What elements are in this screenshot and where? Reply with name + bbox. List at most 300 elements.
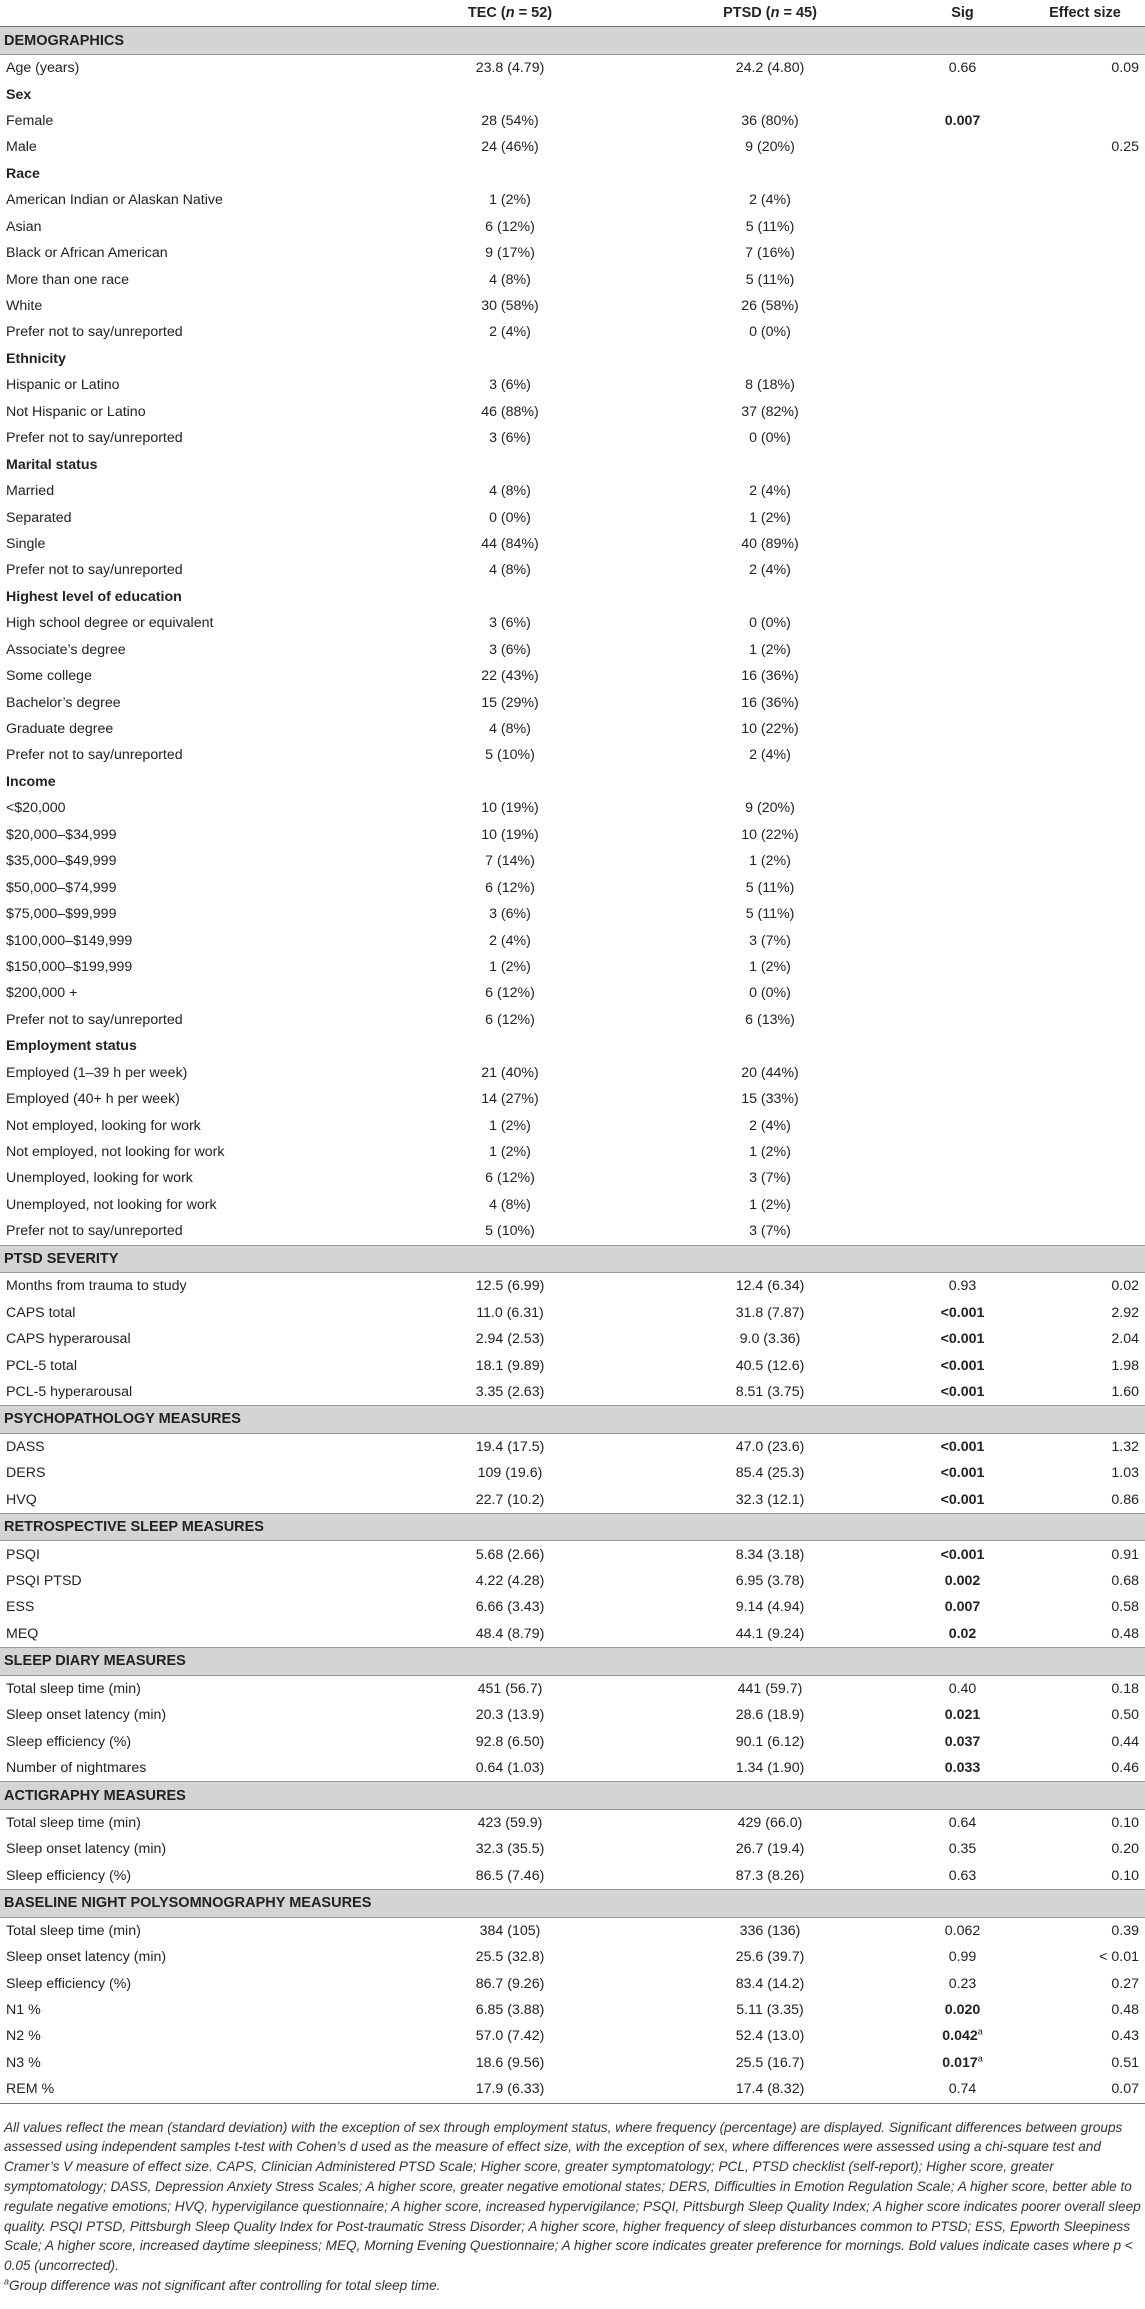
sig-text: 0.93 bbox=[948, 1278, 977, 1295]
row-label: Prefer not to say/unreported bbox=[6, 562, 183, 579]
effect-size-value: 1.32 bbox=[1111, 1438, 1139, 1455]
table-row bbox=[0, 795, 1145, 821]
sig-value bbox=[900, 663, 1025, 689]
row-label: CAPS total bbox=[6, 1304, 76, 1321]
effect-size-value bbox=[1025, 795, 1145, 821]
table-row bbox=[0, 1863, 1145, 1890]
sig-value bbox=[900, 2023, 1025, 2049]
row-label: Employed (40+ h per week) bbox=[6, 1091, 180, 1108]
sig-value bbox=[900, 531, 1025, 557]
sig-value bbox=[900, 1007, 1025, 1033]
table-row bbox=[0, 372, 1145, 398]
row-label: Sleep efficiency (%) bbox=[6, 1975, 132, 1992]
sig-value bbox=[900, 1621, 1025, 1648]
table-row bbox=[0, 1139, 1145, 1165]
sig-text: 0.74 bbox=[948, 2081, 977, 2098]
sig-value bbox=[900, 689, 1025, 715]
tec-value: 7 (14%) bbox=[485, 853, 535, 870]
ptsd-value: 0 (0%) bbox=[749, 324, 791, 341]
sig-value bbox=[900, 1594, 1025, 1620]
tec-value: 1 (2%) bbox=[489, 1117, 531, 1134]
ptsd-value: 3 (7%) bbox=[749, 1170, 791, 1187]
table-row bbox=[0, 848, 1145, 874]
table-row bbox=[0, 1007, 1145, 1033]
table-row bbox=[0, 1326, 1145, 1352]
tec-value: 1 (2%) bbox=[489, 958, 531, 975]
row-label: $20,000–$34,999 bbox=[6, 826, 117, 843]
sig-text: 0.037 bbox=[944, 1733, 981, 1750]
sig-text: 0.66 bbox=[948, 60, 977, 77]
sig-value bbox=[900, 1944, 1025, 1970]
effect-size-value bbox=[1025, 663, 1145, 689]
sig-value bbox=[900, 1299, 1025, 1325]
sig-value bbox=[900, 1086, 1025, 1112]
sig-value bbox=[900, 637, 1025, 663]
effect-size-value bbox=[1025, 478, 1145, 504]
row-label: Prefer not to say/unreported bbox=[6, 430, 183, 447]
ptsd-value: 0 (0%) bbox=[749, 985, 791, 1002]
sig-text: 0.062 bbox=[944, 1922, 981, 1939]
tec-value: 5.68 (2.66) bbox=[475, 1546, 545, 1563]
row-label: DASS bbox=[6, 1438, 45, 1455]
sig-value bbox=[900, 1755, 1025, 1782]
sig-value bbox=[900, 1568, 1025, 1594]
ptsd-value: 47.0 (23.6) bbox=[735, 1438, 805, 1455]
row-label: Married bbox=[6, 483, 55, 500]
table-row bbox=[0, 266, 1145, 292]
tec-value: 17.9 (6.33) bbox=[380, 2076, 640, 2103]
section-title: PSYCHOPATHOLOGY MEASURES bbox=[0, 1406, 1145, 1433]
ptsd-value: 87.3 (8.26) bbox=[735, 1867, 805, 1884]
sig-text: 0.020 bbox=[944, 2002, 981, 2019]
tec-value: 86.7 (9.26) bbox=[475, 1975, 545, 1992]
subgroup-header-row bbox=[0, 1033, 1145, 1059]
effect-size-value bbox=[1025, 108, 1145, 134]
effect-size-value bbox=[1025, 716, 1145, 742]
effect-size-value: 0.43 bbox=[1111, 2028, 1139, 2045]
ptsd-value: 8 (18%) bbox=[745, 377, 795, 394]
tec-value: 14 (27%) bbox=[481, 1091, 539, 1108]
section-header-row bbox=[0, 1782, 1145, 1809]
tec-value: 3.35 (2.63) bbox=[475, 1383, 545, 1400]
table-row bbox=[0, 1675, 1145, 1702]
row-label: Not Hispanic or Latino bbox=[6, 403, 146, 420]
tec-value: 22 (43%) bbox=[481, 668, 539, 685]
effect-size-value: 0.48 bbox=[1111, 2002, 1139, 2019]
ptsd-value: 3 (7%) bbox=[749, 932, 791, 949]
tec-value: 30 (58%) bbox=[481, 298, 539, 315]
effect-size-value bbox=[1025, 954, 1145, 980]
sig-text: <0.001 bbox=[940, 1357, 985, 1374]
table-row bbox=[0, 637, 1145, 663]
tec-value: 48.4 (8.79) bbox=[475, 1625, 545, 1642]
table-row bbox=[0, 2050, 1145, 2076]
tec-value: 1 (2%) bbox=[489, 192, 531, 209]
table-row bbox=[0, 1379, 1145, 1406]
sig-value bbox=[900, 742, 1025, 768]
row-label: Sleep efficiency (%) bbox=[6, 1733, 132, 1750]
table-row bbox=[0, 187, 1145, 213]
ptsd-value: 1 (2%) bbox=[749, 1196, 791, 1213]
table-row bbox=[0, 557, 1145, 583]
tec-value: 28 (54%) bbox=[481, 112, 539, 129]
effect-size-value bbox=[1025, 214, 1145, 240]
effect-size-value: 0.10 bbox=[1111, 1814, 1139, 1831]
table-row bbox=[0, 1165, 1145, 1191]
effect-size-value bbox=[1025, 1007, 1145, 1033]
effect-size-value: 0.09 bbox=[1111, 60, 1139, 77]
effect-size-value: 2.04 bbox=[1111, 1331, 1139, 1348]
table-row bbox=[0, 689, 1145, 715]
sig-value bbox=[900, 266, 1025, 292]
tec-value: 0.64 (1.03) bbox=[475, 1760, 545, 1777]
sig-value bbox=[900, 822, 1025, 848]
sig-text: <0.001 bbox=[940, 1304, 985, 1321]
sig-text: 0.35 bbox=[948, 1841, 977, 1858]
subgroup-header-row bbox=[0, 81, 1145, 107]
sig-text: <0.001 bbox=[940, 1331, 985, 1348]
ptsd-value: 5 (11%) bbox=[745, 906, 795, 923]
row-label: PCL-5 hyperarousal bbox=[6, 1383, 133, 1400]
table-row bbox=[0, 1112, 1145, 1138]
tec-value: 2 (4%) bbox=[489, 324, 531, 341]
row-label: $35,000–$49,999 bbox=[6, 853, 117, 870]
tec-value: 4 (8%) bbox=[489, 721, 531, 738]
ptsd-value: 9.14 (4.94) bbox=[735, 1599, 805, 1616]
effect-size-value bbox=[1025, 319, 1145, 345]
table-row bbox=[0, 134, 1145, 160]
row-label: Employed (1–39 h per week) bbox=[6, 1064, 188, 1081]
sig-value bbox=[900, 240, 1025, 266]
ptsd-value: 9 (20%) bbox=[745, 139, 795, 156]
row-label: More than one race bbox=[6, 271, 130, 288]
section-title: PTSD SEVERITY bbox=[0, 1245, 1145, 1272]
effect-size-value bbox=[1025, 1218, 1145, 1245]
table-row bbox=[0, 822, 1145, 848]
subgroup-title: Income bbox=[6, 773, 56, 790]
row-label: White bbox=[6, 298, 43, 315]
table-row bbox=[0, 1621, 1145, 1648]
tec-value: 18.1 (9.89) bbox=[475, 1357, 545, 1374]
table-row bbox=[0, 954, 1145, 980]
table-row bbox=[0, 1433, 1145, 1460]
ptsd-value: 37 (82%) bbox=[741, 403, 799, 420]
effect-size-value bbox=[1025, 901, 1145, 927]
effect-size-value: 0.07 bbox=[1025, 2076, 1145, 2103]
tec-value: 6 (12%) bbox=[485, 985, 535, 1002]
row-label: $200,000 + bbox=[6, 985, 78, 1002]
table-row bbox=[0, 1594, 1145, 1620]
effect-size-value: 1.60 bbox=[1111, 1383, 1139, 1400]
row-label: HVQ bbox=[6, 1491, 37, 1508]
tec-value: 12.5 (6.99) bbox=[475, 1278, 545, 1295]
tec-value: 10 (19%) bbox=[481, 800, 539, 817]
header-effect-size: Effect size bbox=[1025, 0, 1145, 27]
row-label: Prefer not to say/unreported bbox=[6, 324, 183, 341]
tec-value: 3 (6%) bbox=[489, 906, 531, 923]
effect-size-value: 0.02 bbox=[1111, 1278, 1139, 1295]
sig-value bbox=[900, 478, 1025, 504]
effect-size-value bbox=[1025, 293, 1145, 319]
subgroup-header-row bbox=[0, 769, 1145, 795]
ptsd-value: 24.2 (4.80) bbox=[735, 60, 805, 77]
ptsd-value: 32.3 (12.1) bbox=[735, 1491, 805, 1508]
ptsd-value: 1 (2%) bbox=[749, 509, 791, 526]
sig-value bbox=[900, 1970, 1025, 1996]
tec-value: 4 (8%) bbox=[489, 562, 531, 579]
section-title: RETROSPECTIVE SLEEP MEASURES bbox=[0, 1513, 1145, 1540]
sig-text: 0.007 bbox=[944, 112, 981, 129]
tec-value: 423 (59.9) bbox=[477, 1814, 543, 1831]
tec-value: 2.94 (2.53) bbox=[475, 1331, 545, 1348]
table-row bbox=[0, 1218, 1145, 1245]
table-row bbox=[0, 399, 1145, 425]
effect-size-value bbox=[1025, 399, 1145, 425]
row-label: Black or African American bbox=[6, 245, 168, 262]
table-row bbox=[0, 293, 1145, 319]
ptsd-value: 8.34 (3.18) bbox=[735, 1546, 805, 1563]
row-label: Unemployed, not looking for work bbox=[6, 1196, 217, 1213]
tec-value: 6 (12%) bbox=[485, 1011, 535, 1028]
table-row bbox=[0, 1755, 1145, 1782]
sig-value bbox=[900, 1541, 1025, 1568]
header-tec: TEC (n = 52) bbox=[380, 0, 640, 27]
effect-size-value bbox=[1025, 1086, 1145, 1112]
ptsd-value: 25.5 (16.7) bbox=[735, 2054, 805, 2071]
ptsd-value: 31.8 (7.87) bbox=[735, 1304, 805, 1321]
row-label: Prefer not to say/unreported bbox=[6, 1011, 183, 1028]
sig-footnote-mark: a bbox=[977, 2053, 983, 2064]
header-ptsd: PTSD (n = 45) bbox=[640, 0, 900, 27]
row-label: $50,000–$74,999 bbox=[6, 879, 117, 896]
tec-value: 451 (56.7) bbox=[477, 1680, 543, 1697]
row-label: REM % bbox=[0, 2076, 380, 2103]
effect-size-value bbox=[1025, 1192, 1145, 1218]
row-label: $75,000–$99,999 bbox=[6, 906, 117, 923]
sig-value bbox=[900, 1326, 1025, 1352]
row-label: Not employed, not looking for work bbox=[6, 1144, 225, 1161]
header-sig: Sig bbox=[900, 0, 1025, 27]
effect-size-value bbox=[1025, 531, 1145, 557]
row-label: CAPS hyperarousal bbox=[6, 1331, 131, 1348]
table-row bbox=[0, 1273, 1145, 1300]
tec-value: 4 (8%) bbox=[489, 483, 531, 500]
tec-value: 4 (8%) bbox=[489, 271, 531, 288]
table-row bbox=[0, 663, 1145, 689]
table-row bbox=[0, 1299, 1145, 1325]
sig-text: 0.02 bbox=[948, 1625, 977, 1642]
effect-size-value bbox=[1025, 1165, 1145, 1191]
table-row bbox=[0, 1086, 1145, 1112]
ptsd-value: 5 (11%) bbox=[745, 218, 795, 235]
table-row bbox=[0, 1568, 1145, 1594]
effect-size-value: 0.50 bbox=[1111, 1707, 1139, 1724]
subgroup-title: Ethnicity bbox=[6, 350, 66, 367]
sig-value bbox=[900, 1487, 1025, 1514]
ptsd-value: 28.6 (18.9) bbox=[735, 1707, 805, 1724]
effect-size-value: < 0.01 bbox=[1099, 1949, 1139, 1966]
tec-value: 11.0 (6.31) bbox=[476, 1304, 544, 1321]
table-row bbox=[0, 1809, 1145, 1836]
tec-value: 5 (10%) bbox=[485, 747, 535, 764]
subgroup-title: Marital status bbox=[6, 456, 98, 473]
tec-value: 32.3 (35.5) bbox=[475, 1841, 545, 1858]
effect-size-value bbox=[1025, 372, 1145, 398]
effect-size-value bbox=[1025, 874, 1145, 900]
sig-text: 0.007 bbox=[944, 1599, 981, 1616]
tec-value: 19.4 (17.5) bbox=[475, 1438, 545, 1455]
sig-value bbox=[900, 1728, 1025, 1754]
row-label: N3 % bbox=[6, 2054, 41, 2071]
ptsd-value: 2 (4%) bbox=[749, 483, 791, 500]
subgroup-header-row bbox=[0, 161, 1145, 187]
table-row bbox=[0, 1728, 1145, 1754]
effect-size-value: 0.58 bbox=[1111, 1599, 1139, 1616]
ptsd-value: 336 (136) bbox=[739, 1922, 801, 1939]
row-label: Hispanic or Latino bbox=[6, 377, 120, 394]
sig-value bbox=[900, 1702, 1025, 1728]
section-header-row bbox=[0, 1245, 1145, 1272]
table-row bbox=[0, 1970, 1145, 1996]
row-label: Graduate degree bbox=[6, 721, 114, 738]
sig-value bbox=[900, 319, 1025, 345]
row-label: $100,000–$149,999 bbox=[6, 932, 133, 949]
effect-size-value: 1.98 bbox=[1111, 1357, 1139, 1374]
tec-value: 2 (4%) bbox=[489, 932, 531, 949]
effect-size-value: 0.20 bbox=[1111, 1841, 1139, 1858]
subgroup-header-row bbox=[0, 451, 1145, 477]
ptsd-value: 6.95 (3.78) bbox=[735, 1573, 805, 1590]
subgroup-header-row bbox=[0, 584, 1145, 610]
row-label: Associate’s degree bbox=[6, 641, 126, 658]
sig-value bbox=[900, 1112, 1025, 1138]
row-label: PSQI bbox=[6, 1546, 40, 1563]
ptsd-value: 20 (44%) bbox=[741, 1064, 799, 1081]
sig-value bbox=[900, 1917, 1025, 1944]
row-label: DERS bbox=[6, 1465, 46, 1482]
tec-value: 6 (12%) bbox=[485, 1170, 535, 1187]
sig-value bbox=[900, 927, 1025, 953]
tec-value: 384 (105) bbox=[479, 1922, 541, 1939]
tec-value: 86.5 (7.46) bbox=[475, 1867, 545, 1884]
effect-size-value: 0.91 bbox=[1111, 1546, 1139, 1563]
section-header-row bbox=[0, 1890, 1145, 1917]
effect-size-value: 0.48 bbox=[1111, 1625, 1139, 1642]
sig-value bbox=[900, 1139, 1025, 1165]
row-label: Total sleep time (min) bbox=[6, 1680, 141, 1697]
sig-value bbox=[900, 901, 1025, 927]
ptsd-value: 2 (4%) bbox=[749, 562, 791, 579]
sig-value bbox=[900, 2050, 1025, 2076]
row-label: Single bbox=[6, 535, 46, 552]
table-row bbox=[0, 478, 1145, 504]
table-row bbox=[0, 1836, 1145, 1862]
sig-text: 0.40 bbox=[948, 1680, 977, 1697]
subgroup-title: Race bbox=[6, 165, 40, 182]
sig-value bbox=[900, 425, 1025, 451]
row-label: <$20,000 bbox=[6, 800, 66, 817]
ptsd-value: 1 (2%) bbox=[749, 641, 791, 658]
table-row bbox=[0, 901, 1145, 927]
ptsd-value: 40.5 (12.6) bbox=[735, 1357, 805, 1374]
row-label: PCL-5 total bbox=[6, 1357, 77, 1374]
section-header-row bbox=[0, 1406, 1145, 1433]
effect-size-value: 0.68 bbox=[1111, 1573, 1139, 1590]
ptsd-value: 36 (80%) bbox=[741, 112, 799, 129]
table-row bbox=[0, 504, 1145, 530]
effect-size-value bbox=[1025, 637, 1145, 663]
sig-value bbox=[900, 874, 1025, 900]
effect-size-value bbox=[1025, 927, 1145, 953]
ptsd-value: 1 (2%) bbox=[749, 958, 791, 975]
effect-size-value bbox=[1025, 689, 1145, 715]
ptsd-value: 25.6 (39.7) bbox=[735, 1949, 805, 1966]
section-header-row bbox=[0, 1513, 1145, 1540]
tec-value: 6 (12%) bbox=[485, 879, 535, 896]
row-label: $150,000–$199,999 bbox=[6, 958, 133, 975]
table-row bbox=[0, 716, 1145, 742]
tec-value: 6.85 (3.88) bbox=[475, 2002, 545, 2019]
sig-value bbox=[900, 187, 1025, 213]
effect-size-value: 0.10 bbox=[1111, 1867, 1139, 1884]
ptsd-value: 429 (66.0) bbox=[737, 1814, 803, 1831]
tec-value: 6.66 (3.43) bbox=[475, 1599, 545, 1616]
table-footnote-a bbox=[0, 2276, 1145, 2296]
sig-value bbox=[900, 848, 1025, 874]
ptsd-value: 26 (58%) bbox=[741, 298, 799, 315]
tec-value: 3 (6%) bbox=[489, 377, 531, 394]
tec-value: 22.7 (10.2) bbox=[475, 1491, 545, 1508]
row-label: Sleep efficiency (%) bbox=[6, 1867, 132, 1884]
ptsd-value: 15 (33%) bbox=[741, 1091, 799, 1108]
table-body bbox=[0, 27, 1145, 2103]
effect-size-value bbox=[1025, 610, 1145, 636]
ptsd-value: 40 (89%) bbox=[741, 535, 799, 552]
table-row bbox=[0, 2023, 1145, 2049]
ptsd-value: 12.4 (6.34) bbox=[735, 1278, 805, 1295]
row-label: Asian bbox=[6, 218, 42, 235]
sig-value bbox=[900, 980, 1025, 1006]
sig-text: 0.033 bbox=[944, 1760, 981, 1777]
sig-text: 0.042 bbox=[942, 2028, 978, 2045]
row-label: Unemployed, looking for work bbox=[6, 1170, 193, 1187]
effect-size-value bbox=[1025, 822, 1145, 848]
tec-value: 46 (88%) bbox=[481, 403, 539, 420]
table-row bbox=[0, 531, 1145, 557]
section-header-row bbox=[0, 27, 1145, 54]
table-row bbox=[0, 980, 1145, 1006]
sig-value bbox=[900, 504, 1025, 530]
ptsd-value: 17.4 (8.32) bbox=[640, 2076, 900, 2103]
table-row bbox=[0, 610, 1145, 636]
table-row bbox=[0, 108, 1145, 134]
effect-size-value: 0.46 bbox=[1111, 1760, 1139, 1777]
row-label: Sleep onset latency (min) bbox=[6, 1841, 167, 1858]
tec-value: 44 (84%) bbox=[481, 535, 539, 552]
tec-value: 21 (40%) bbox=[481, 1064, 539, 1081]
row-label: Total sleep time (min) bbox=[6, 1922, 141, 1939]
effect-size-value: 2.92 bbox=[1111, 1304, 1139, 1321]
sig-text: 0.002 bbox=[944, 1573, 981, 1590]
tec-value: 6 (12%) bbox=[485, 218, 535, 235]
row-label: Months from trauma to study bbox=[6, 1278, 187, 1295]
sig-value bbox=[900, 1460, 1025, 1486]
sig-value bbox=[900, 1675, 1025, 1702]
table-row bbox=[0, 425, 1145, 451]
table-row bbox=[0, 2076, 1145, 2103]
row-label: PSQI PTSD bbox=[6, 1573, 82, 1590]
sig-value bbox=[900, 557, 1025, 583]
